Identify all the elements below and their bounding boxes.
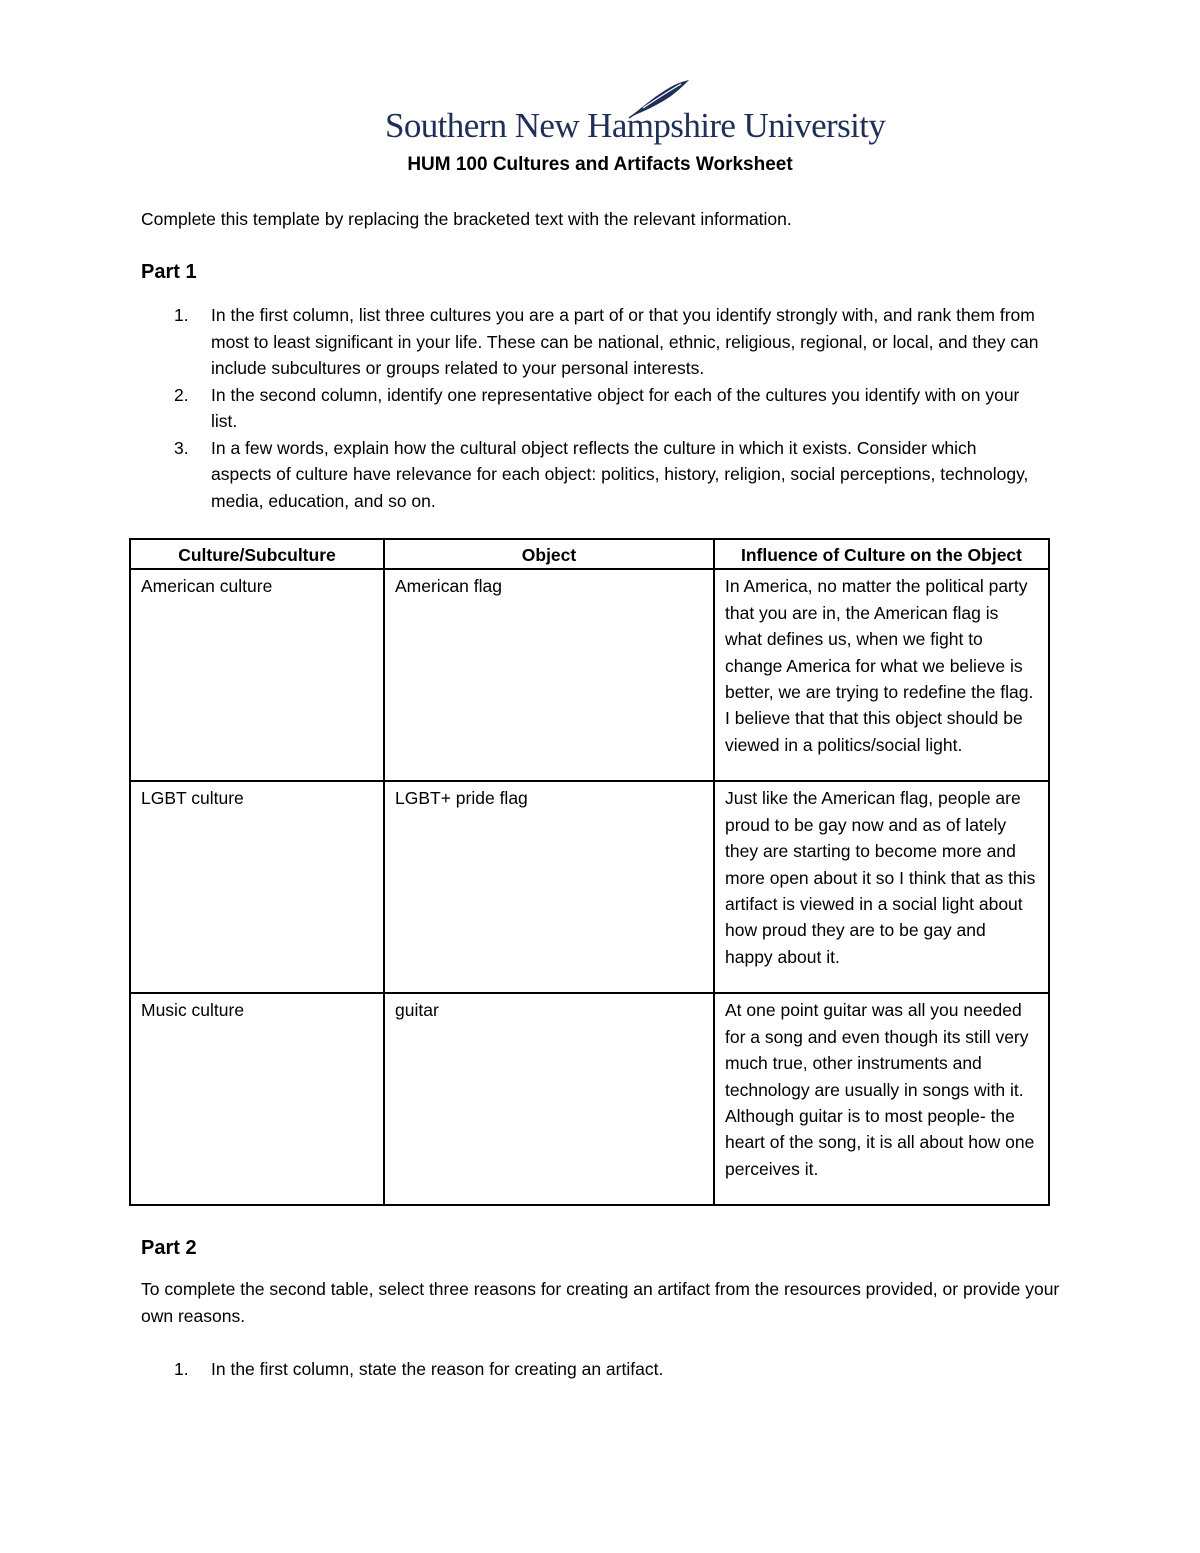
cultures-table bbox=[129, 538, 1050, 1206]
cell-influence: At one point guitar was all you needed for a song and even though its still very much true, other instruments and technology are usually in songs with it. Although guitar is to most people- the heart of the song, it is all about how one perceives it. bbox=[714, 993, 1049, 1205]
list-number: 2. bbox=[174, 384, 189, 405]
table-header-row bbox=[130, 539, 1049, 569]
part2-heading: Part 2 bbox=[141, 1237, 197, 1259]
cell-culture: LGBT culture bbox=[130, 781, 384, 993]
table-row bbox=[130, 993, 1049, 1205]
header-culture: Culture/Subculture bbox=[130, 539, 384, 569]
list-item bbox=[0, 302, 1041, 382]
list-item-text: In the first column, list three cultures you are a part of or that you identify strongly with, and rank them from most to least significant in your life. These can be national, ethnic, religious, regional, or local, and they can include subcultures or groups related to your personal interests. bbox=[211, 305, 1039, 378]
list-number: 3. bbox=[174, 437, 189, 458]
cell-influence: Just like the American flag, people are proud to be gay now and as of lately they are starting to become more and more open about it so I think that as this artifact is viewed in a social light about how proud they are to be gay and happy about it. bbox=[714, 781, 1049, 993]
logo-text: Southern New Hampshire University bbox=[385, 106, 886, 145]
part1-heading: Part 1 bbox=[141, 261, 197, 283]
cell-object: American flag bbox=[384, 569, 714, 781]
part2-list bbox=[0, 1356, 1041, 1383]
part2-intro: To complete the second table, select three reasons for creating an artifact from the resources provided, or provide your own reasons. bbox=[141, 1279, 1060, 1326]
list-item bbox=[0, 382, 1041, 435]
part1-list bbox=[0, 302, 1041, 514]
cell-influence: In America, no matter the political party that you are in, the American flag is what defines us, when we fight to change America for what we believe is better, we are trying to redefine the flag. I believe that that this object should be viewed in a politics/social light. bbox=[714, 569, 1049, 781]
header-object: Object bbox=[384, 539, 714, 569]
cell-object: LGBT+ pride flag bbox=[384, 781, 714, 993]
university-logo bbox=[385, 78, 886, 148]
cell-culture: Music culture bbox=[130, 993, 384, 1205]
cell-culture: American culture bbox=[130, 569, 384, 781]
list-item bbox=[0, 435, 1041, 515]
list-item-text: In a few words, explain how the cultural object reflects the culture in which it exists. Consider which aspects of culture have relevance for each object: politics, history, religion, social perceptions, technology, media, education, and so on. bbox=[211, 437, 1029, 511]
table-row bbox=[130, 569, 1049, 781]
list-item bbox=[0, 1356, 1041, 1383]
page-title: HUM 100 Cultures and Artifacts Worksheet bbox=[407, 154, 793, 175]
list-item-text: In the first column, state the reason for creating an artifact. bbox=[211, 1359, 664, 1379]
intro-text: Complete this template by replacing the bracketed text with the relevant information. bbox=[141, 209, 792, 229]
header-influence: Influence of Culture on the Object bbox=[714, 539, 1049, 569]
table-row bbox=[130, 781, 1049, 993]
list-item-text: In the second column, identify one representative object for each of the cultures you identify with on your list. bbox=[211, 384, 1020, 431]
list-number: 1. bbox=[174, 305, 189, 325]
cell-object: guitar bbox=[384, 993, 714, 1205]
list-number: 1. bbox=[174, 1359, 189, 1379]
